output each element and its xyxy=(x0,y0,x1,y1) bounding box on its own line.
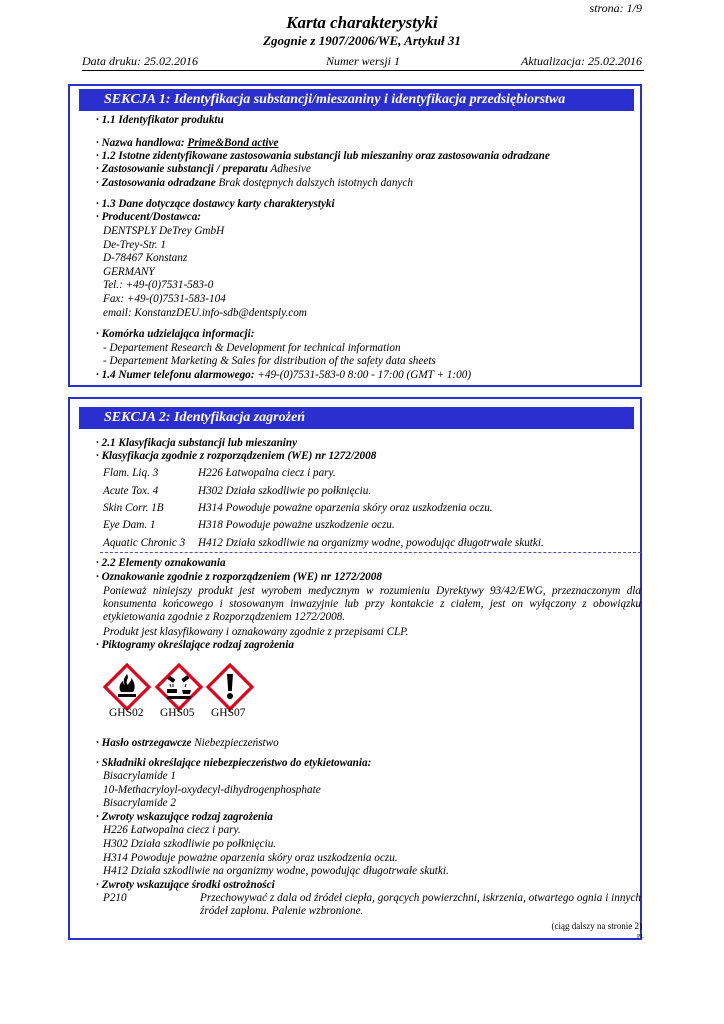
section-1-1: · 1.1 Identyfikator produktu xyxy=(96,114,224,126)
hazard-class: Acute Tox. 4 xyxy=(103,485,159,497)
advised-against: · Zastosowania odradzane Brak dostępnych dalszych istotnych danych xyxy=(96,177,413,189)
section-2-heading: SEKCJA 2: Identyfikacja zagrożeń xyxy=(79,407,634,429)
print-date: Data druku: 25.02.2016 xyxy=(82,54,198,68)
pictogram-code: GHS05 xyxy=(160,707,195,719)
hazard-class: Aquatic Chronic 3 xyxy=(103,537,186,549)
hazard-statement: H318 Powoduje poważne uszkodzenie oczu. xyxy=(198,519,395,531)
substance-use: · Zastosowanie substancji / preparatu Adhesive xyxy=(96,163,311,175)
update-date: Aktualizacja: 25.02.2016 xyxy=(521,54,642,68)
hazard-class: Eye Dam. 1 xyxy=(103,519,156,531)
pictogram-code: GHS07 xyxy=(211,707,246,719)
trade-name: · Nazwa handlowa: Prime&Bond active xyxy=(96,137,279,149)
p210-text: Przechowywać z dala od źródeł ciepła, gorących powierzchni, iskrzenia, otwartego ognia i innych źródeł zapłonu. Palenie wzbronione. xyxy=(200,892,641,917)
clp-compliance: Produkt jest klasyfikowany i oznakowany zgodnie z przepisami CLP. xyxy=(103,626,409,638)
hazard-statement: H314 Powoduje poważne oparzenia skóry oraz uszkodzenia oczu. xyxy=(198,502,493,514)
address-line: GERMANY xyxy=(103,266,155,278)
label-clp: · Oznakowanie zgodnie z rozporządzeniem (WE) nr 1272/2008 xyxy=(96,571,382,583)
corrosion-icon xyxy=(155,663,203,711)
trade-name-value: Prime&Bond active xyxy=(187,137,279,149)
flame-icon xyxy=(103,663,151,711)
emergency-phone: · 1.4 Numer telefonu alarmowego: +49-(0)7531-583-0 8:00 - 17:00 (GMT + 1:00) xyxy=(96,369,472,381)
components-label: · Składniki określające niebezpieczeństwo do etykietowania: xyxy=(96,757,372,769)
document-title: Karta charakterystyki xyxy=(286,13,438,32)
pictogram-code: GHS02 xyxy=(109,707,144,719)
medical-device-paragraph: Ponieważ niniejszy produkt jest wyrobem medycznym w rozumieniu Dyrektywy 93/42/EWG, przeznaczonym dla konsumenta końcowego i stosowanym inwazyjnie lub przy kontakcie z ciałem, jest on wyłączony z obowiązku etykietowania zgodnie z Rozporządzeniem 1272/2008. xyxy=(103,585,641,623)
component-item: 10-Methacryloyl-oxydecyl-dihydrogenphosphate xyxy=(103,784,321,796)
phone: Tel.: +49-(0)7531-583-0 xyxy=(103,279,214,291)
section-divider xyxy=(100,552,641,553)
h-statement: H412 Działa szkodliwie na organizmy wodne, powodując długotrwałe skutki. xyxy=(103,865,449,877)
signal-word: · Hasło ostrzegawcze Niebezpieczeństwo xyxy=(96,737,279,749)
section-2-1: · 2.1 Klasyfikacja substancji lub mieszaniny xyxy=(96,437,298,449)
fax: Fax: +49-(0)7531-583-104 xyxy=(103,293,226,305)
hazard-class: Skin Corr. 1B xyxy=(103,502,164,514)
pictograms-label: · Piktogramy określające rodzaj zagrożenia xyxy=(96,639,294,651)
continued-note: (ciąg dalszy na stronie 2) xyxy=(551,921,642,931)
email: email: KonstanzDEU.info-sdb@dentsply.com xyxy=(103,307,307,319)
p-code: P210 xyxy=(103,892,127,904)
h-statement: H226 Łatwopalna ciecz i pary. xyxy=(103,824,241,836)
clp-classification-label: · Klasyfikacja zgodnie z rozporządzeniem (WE) nr 1272/2008 xyxy=(96,450,377,462)
exclamation-icon xyxy=(206,663,254,711)
component-item: Bisacrylamide 2 xyxy=(103,797,177,809)
version-number: Numer wersji 1 xyxy=(326,54,401,68)
hazard-class: Flam. Liq. 3 xyxy=(103,467,159,479)
address-line: DENTSPLY DeTrey GmbH xyxy=(103,225,225,237)
page-number: strona: 1/9 xyxy=(589,1,642,15)
header-divider xyxy=(82,70,644,71)
info-label: · Komórka udzielająca informacji: xyxy=(96,328,255,340)
h-statement: H302 Działa szkodliwie po połknięciu. xyxy=(103,838,277,850)
p-statements-label: · Zwroty wskazujące środki ostrożności xyxy=(96,879,275,891)
component-item: Bisacrylamide 1 xyxy=(103,770,177,782)
hazard-statement: H412 Działa szkodliwie na organizmy wodne, powodując długotrwałe skutki. xyxy=(198,537,544,549)
h-statements-label: · Zwroty wskazujące rodzaj zagrożenia xyxy=(96,811,273,823)
section-1-heading: SEKCJA 1: Identyfikacja substancji/mieszaniny i identyfikacja przedsiębiorstwa xyxy=(79,89,634,111)
document-subtitle: Zgognie z 1907/2006/WE, Artykuł 31 xyxy=(263,33,461,48)
address-line: D-78467 Konstanz xyxy=(103,252,188,264)
section-1-3: · 1.3 Dane dotyczące dostawcy karty charakterystyki xyxy=(96,198,335,210)
language-code: PL xyxy=(636,934,644,940)
info-line: - Departement Research & Development for technical information xyxy=(103,342,401,354)
producer-label: · Producent/Dostawca: xyxy=(96,211,202,223)
section-2-2: · 2.2 Elementy oznakowania xyxy=(96,557,226,569)
address-line: De-Trey-Str. 1 xyxy=(103,239,166,251)
info-line: - Departement Marketing & Sales for distribution of the safety data sheets xyxy=(103,355,436,367)
hazard-statement: H302 Działa szkodliwie po połknięciu. xyxy=(198,485,372,497)
h-statement: H314 Powoduje poważne oparzenia skóry oraz uszkodzenia oczu. xyxy=(103,852,398,864)
hazard-statement: H226 Łatwopalna ciecz i pary. xyxy=(198,467,336,479)
section-1-2: · 1.2 Istotne zidentyfikowane zastosowania substancji lub mieszaniny oraz zastosowania odradzane xyxy=(96,150,550,162)
